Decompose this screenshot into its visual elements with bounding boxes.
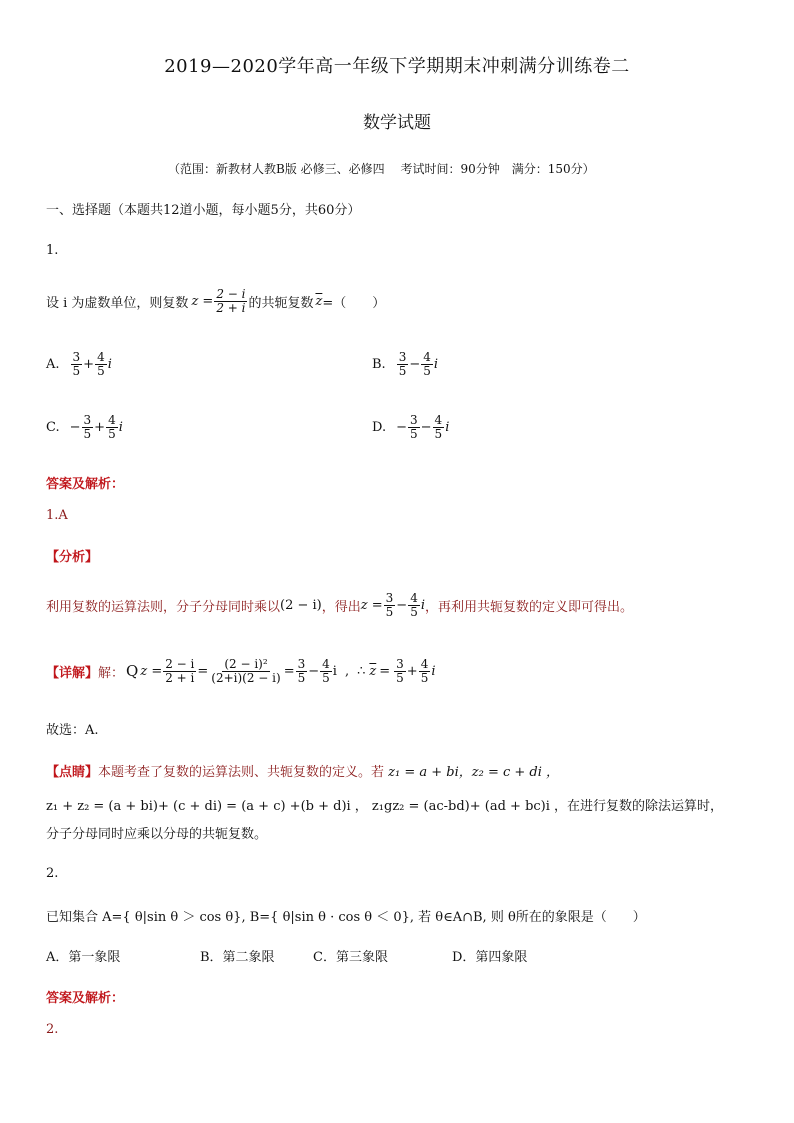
option-label: C.: [46, 419, 60, 435]
option-b[interactable]: [372, 345, 438, 383]
d: 5: [385, 604, 394, 619]
q2-answer-heading: 答案及解析：: [46, 991, 125, 1006]
stem-end: =（ ）: [322, 295, 386, 311]
points-line-1: [46, 761, 559, 780]
option-op: +: [94, 419, 106, 435]
d: 5: [396, 670, 404, 685]
frac-num: 2 − i: [216, 286, 246, 301]
d: 5: [83, 426, 92, 441]
detail-i: i: [332, 663, 337, 679]
exam-subtitle: 数学试题: [363, 113, 431, 133]
n: 3: [398, 349, 407, 364]
q2-option-d[interactable]: D．第四象限: [452, 950, 528, 965]
stem-text: 设 i 为虚数单位，则复数: [46, 295, 189, 311]
n: 3: [72, 349, 81, 364]
d: 5: [297, 670, 306, 685]
option-frac-2: [95, 351, 107, 378]
option-sign: −: [396, 419, 407, 435]
detail-frac-2: [209, 658, 282, 685]
therefore-symbol: ∴: [357, 663, 366, 679]
n: 4: [420, 656, 429, 671]
points-line-2: z₁ + z₂ = (a + bi)+ (c + di) = (a + c) +(b + d)i ， z₁gz₂ = (ac-bd)+ (ad + bc)i ，在进行复数的除法运算时，: [46, 799, 724, 814]
analysis-text: [46, 587, 633, 623]
option-frac-1: [71, 351, 83, 378]
d: 5: [434, 426, 443, 441]
analysis-i: i: [420, 597, 425, 613]
q2-option-b[interactable]: B．第二象限: [200, 950, 275, 965]
detail-frac-3: [296, 658, 308, 685]
q2-option-a[interactable]: A．第一象限: [46, 950, 121, 965]
option-frac-2: [433, 414, 445, 441]
stem-zbar: $\overline{z}$: [315, 293, 323, 309]
option-label: D.: [372, 419, 387, 435]
detail-heading: 【详解】: [46, 665, 99, 681]
detail-op: −: [308, 663, 320, 679]
n: 3: [396, 656, 404, 671]
points-heading: 【点睛】: [46, 765, 99, 780]
n: (2 − i)²: [224, 656, 268, 671]
d: 5: [410, 426, 418, 441]
stem-text-post: 的共轭复数: [248, 295, 314, 311]
d: 5: [420, 670, 429, 685]
option-label: B.: [372, 356, 386, 372]
analysis-heading: 【分析】: [46, 550, 99, 565]
d: 5: [72, 363, 81, 378]
section-heading: 一、选择题（本题共12道小题，每小题5分，共60分）: [46, 203, 361, 218]
detail-frac-4: [320, 658, 332, 685]
option-a[interactable]: [46, 345, 112, 383]
d: 5: [410, 604, 418, 619]
analysis-eq: z =: [360, 597, 383, 613]
detail-line: 【详解】 解： Q z = $\frac{2 - i}{2 + i}$ = $\frac{\text{(2 − i)²}}{(2+i)(2 - i)}$ = $\frac{3}{5}$ − $\frac{4}{5}$ i , ∴ $\overline{z}$ = $\frac{3}{5}$ + $\frac{4}{5}$ i: [46, 656, 436, 685]
answer-value: 1.A: [46, 508, 68, 523]
n: 2 − i: [165, 656, 195, 671]
option-c[interactable]: [46, 408, 123, 446]
detail-frac-1: [163, 658, 196, 685]
d: (2+i)(2 − i): [211, 670, 281, 685]
n: 4: [97, 349, 105, 364]
n: 4: [423, 349, 431, 364]
analysis-post: ，再利用共轭复数的定义即可得出。: [425, 599, 634, 615]
choice-text: 故选：A.: [46, 723, 99, 738]
d: 5: [398, 363, 407, 378]
option-frac-2: [106, 414, 118, 441]
n: 3: [83, 412, 92, 427]
option-label: A.: [46, 356, 60, 372]
detail-zbar: $\overline{z}$: [369, 663, 377, 679]
points-text: 本题考查了复数的运算法则、共轭复数的定义。若: [98, 765, 385, 780]
points-line-3: 分子分母同时应乘以分母的共轭复数。: [46, 827, 268, 842]
detail-frac-5: [394, 658, 406, 685]
option-op: +: [83, 356, 95, 372]
analysis-frac-2: [408, 592, 420, 619]
option-i: i: [433, 356, 439, 372]
d: 2 + i: [165, 670, 195, 685]
d: 5: [423, 363, 431, 378]
answer-heading: 答案及解析：: [46, 477, 125, 492]
option-i: i: [445, 419, 450, 435]
detail-label: 解：: [98, 665, 125, 681]
stem-fraction: [214, 288, 247, 315]
n: 4: [410, 590, 418, 605]
detail-i2: i: [431, 663, 436, 679]
points-z1: z₁ = a + bi: [388, 765, 459, 780]
exam-title: 2019—2020学年高一年级下学期期末冲刺满分训练卷二: [164, 56, 630, 77]
analysis-mid: ，得出: [321, 599, 361, 615]
detail-q: Q: [126, 662, 139, 680]
q2-option-c[interactable]: C．第三象限: [313, 950, 388, 965]
analysis-frac-1: [384, 592, 396, 619]
stem-z: z =: [191, 293, 214, 309]
n: 3: [410, 412, 418, 427]
detail-op2: +: [406, 663, 418, 679]
points-z2: ，z₂ = c + di ，: [458, 765, 560, 780]
n: 4: [434, 412, 443, 427]
analysis-pre: 利用复数的运算法则，分子分母同时乘以: [46, 599, 281, 615]
frac-den: 2 + i: [216, 300, 246, 315]
option-frac-1: [397, 351, 409, 378]
option-i: i: [107, 356, 112, 372]
question-number: 1.: [46, 243, 59, 258]
option-i: i: [118, 419, 123, 435]
option-frac-1: [82, 414, 94, 441]
detail-z: z =: [140, 663, 163, 679]
option-d[interactable]: [372, 408, 449, 446]
n: 3: [385, 590, 394, 605]
detail-frac-6: [419, 658, 431, 685]
option-sign: −: [69, 419, 81, 435]
exam-info: （范围：新教材人教B版 必修三、必修四 考试时间：90分钟 满分：150分）: [168, 162, 595, 176]
question-stem: [46, 281, 385, 321]
d: 5: [108, 426, 116, 441]
n: 3: [297, 656, 306, 671]
option-frac-2: [421, 351, 433, 378]
d: 5: [97, 363, 105, 378]
question-2-number: 2.: [46, 866, 59, 881]
analysis-op: −: [396, 597, 408, 613]
n: 4: [322, 656, 330, 671]
question-2-stem: 已知集合 A={ θ|sin θ ＞ cos θ}, B={ θ|sin θ · cos θ ＜ 0}, 若 θ∈A∩B, 则 θ所在的象限是（ ）: [46, 910, 646, 925]
d: 5: [322, 670, 330, 685]
option-op: −: [420, 419, 432, 435]
n: 4: [108, 412, 116, 427]
analysis-factor: (2 − i): [280, 597, 322, 613]
q2-answer-value: 2.: [46, 1022, 59, 1037]
option-op: −: [409, 356, 421, 372]
option-frac-1: [408, 414, 420, 441]
